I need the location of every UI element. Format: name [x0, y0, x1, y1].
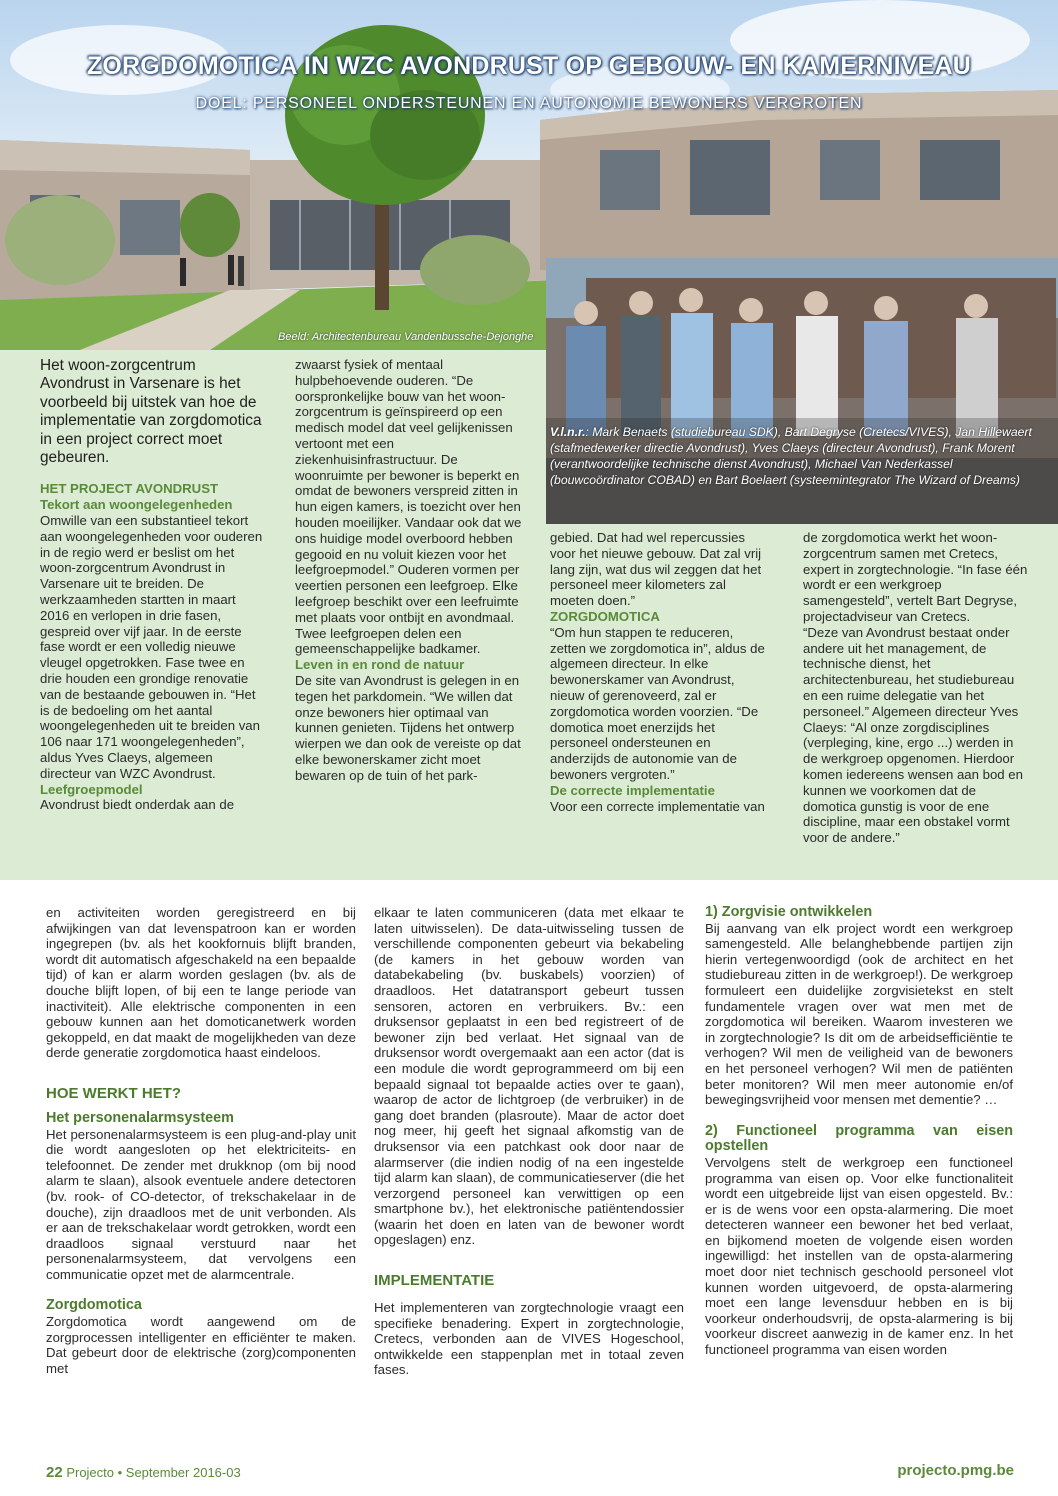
paragraph-zorgdomotica: “Om hun stappen te reduceren, zetten we zorgdomotica in”, aldus de algemeen directeur. In elke bewonerskamer van Avondrust, nieuw of gerenoveerd, zal er zorgdomotica worden voorzien. “De domotica moet enerzijds het personeel ondersteunen en anderzijds de autonomie van de bewoners vergroten.” [550, 624, 765, 782]
photo-caption-lead: V.l.n.r. [550, 425, 586, 439]
page-footer [46, 1464, 241, 1481]
paragraph-functioneel-programma: Vervolgens stelt de werkgroep een functioneel programma van eisen op. Voor elke functionaliteit wordt een uitgebreide lijst van eisen opgesteld. Bv.: er is de wens voor een opsta-alarmering. Die moet detecteren wanneer een bewoner het bed verlaat, en bijkomend moeten de volgende eisen worden ingewilligd: het instellen van de opsta-alarmering moet door niet technisch geschoold personeel vlot kunnen worden uitgevoerd, de opsta-alarmering moet een lange levensduur hebben en is bij voorkeur onderhoudsvrij, de opsta-alarmering is bij voorkeur discreet aanwezig in de kamer enz. In het functioneel programma van eisen worden [705, 1154, 1013, 1358]
subheading-functioneel-programma: 2) Functioneel programma van eisen opstellen [705, 1122, 1013, 1155]
heading-hoe-werkt-het: HOE WERKT HET? [46, 1084, 181, 1102]
publication-info: Projecto • September 2016-03 [66, 1465, 241, 1480]
subheading-natuur: Leven in en rond de natuur [295, 657, 465, 673]
subheading-personenalarmsysteem: Het personenalarmsysteem [46, 1109, 234, 1126]
lead-paragraph: Het woon-zorgcentrum Avondrust in Varsenare is het voorbeeld bij uitstek van hoe de implementatie van zorgdomotica in een project correct moet gebeuren. [40, 357, 262, 467]
paragraph-implementatie: Het implementeren van zorgtechnologie vraagt een specifieke benadering. Expert in zorgtechnologie, Cretecs, verbonden aan de VIVES Hogeschool, ontwikkelde een stappenplan met in totaal zeven fases. [374, 1300, 684, 1378]
paragraph-data-uitwisseling: elkaar te laten communiceren (data met elkaar te laten uitwisselen). De data-uitwisseling tussen de verschillende componenten gebeurt via bekabeling (de kamers in het gebouw worden van databekabeling (bv. buskabels) voorzien) of draadloos. Het datatransport gebeurt tussen sensoren, actoren en verbruikers. Bv.: een druksensor geplaatst in een bed registreert of de bewoner zijn bed verlaat. Het signaal van de druksensor wordt overgemaakt aan een actor (dat is een module die wordt geprogrammeerd om bij een bepaald signaal tot bepaalde acties over te gaan), waarop de actor de lichtgroep (de verbruiker) in de gang doet branden (plasroute). Maar de actor doet nog meer, hij geeft het signaal afkomstig van de druksensor via een patchkast ook door naar de alarmserver (die indien nodig of na een ingestelde tijd alarm kan slaan), de communicatieserver (die het verzorgend personeel kan verwittigen op een smartphone bv.), het elektronische patiëntendossier (waarin het doen en laten van de bewoner wordt opgeslagen) enz. [374, 905, 684, 1248]
heading-zorgdomotica: ZORGDOMOTICA [550, 608, 660, 624]
article-title: ZORGDOMOTICA IN WZC AVONDRUST OP GEBOUW- EN KAMERNIVEAU [86, 52, 972, 80]
paragraph-werkgroep: “Deze van Avondrust bestaat onder andere uit het management, de technische dienst, het architectenbureau, het studiebureau en een ruime delegatie van het personeel.” Algemeen directeur Yves Claeys: “Al onze zorgdisciplines (verpleging, kine, ergo ...) werden in de werkgroep opgenomen. Hierdoor komen iedereens wensen aan bod en kunnen we voorkomen dat de domotica gunstig is voor de ene discipline, maar een obstakel vormt voor de andere.” [803, 624, 1023, 846]
paragraph-zorgdomotica-lower: Zorgdomotica wordt aangewend om de zorgprocessen intelligenter en efficiënter te maken. Dat gebeurt door de elektrische (zorg)componenten met [46, 1314, 356, 1376]
paragraph-natuur: De site van Avondrust is gelegen in en tegen het parkdomein. “We willen dat onze bewoners hier optimaal van kunnen genieten. Tijdens het ontwerp wierpen we dan ook de vereiste op dat elke bewonerskamer zicht moet bewaren op de tuin of het park- [295, 672, 521, 783]
image-credit: Beeld: Architectenbureau Vandenbussche-Dejonghe [278, 331, 534, 343]
body-column-3 [705, 905, 1013, 1358]
paragraph-personenalarmsysteem: Het personenalarmsysteem is een plug-and-play unit die wordt aangesloten op het elektriciteits- en telefoonnet. De zender met drukknop (om bij nood alarm te slaan), alsook eventuele andere detectoren (bv. rook- of CO-detector, of trekschakelaar in de douche), zijn draadloos met de unit verbonden. Als er aan de trekschakelaar wordt getrokken, wordt een draadloos signaal verstuurd naar het personenalarmsysteem, dat vervolgens een communicatie opzet met de alarmcentrale. [46, 1126, 356, 1282]
website-link[interactable]: projecto.pmg.be [897, 1462, 1014, 1479]
paragraph-cretecs: de zorgdomotica werkt het woon-zorgcentrum samen met Cretecs, expert in zorgtechnologie. “In fase één wordt er een werkgroep samengesteld”, vertelt Bart Degryse, projectadviseur van Cretecs. [803, 530, 1028, 624]
paragraph-activiteiten: en activiteiten worden geregistreerd en bij afwijkingen van dat levenspatroon kan er worden ingegrepen (bv. als het kookfornuis blijft branden, wordt dit automatisch afgeschakeld na een bepaalde tijd) of kan er alarm worden geslagen (bv. als de douche blijft lopen, of bij een te lange periode van inactiviteit). Alle elektrische componenten in een gebouw kunnen aan het domoticanetwerk worden gekoppeld, en dat maakt de mogelijkheden van deze derde generatie zorgdomotica haast eindeloos. [46, 905, 356, 1061]
paragraph-zorgvisie: Bij aanvang van elk project wordt een werkgroep samengesteld. Alle belanghebbende partijen zijn hierin vertegenwoordigd (ook de architect en het studiebureau zitten in de werkgroep!). De werkgroep formuleert een duidelijke zorgvisietekst en stelt fundamentele vragen over wat men met de zorgdomotica wil bereiken. Waarom investeren we in zorgtechnologie? Is dit om de arbeidsefficiëntie te verhogen? Wil men de veiligheid van de bewoners en het personeel verhogen? Wil men de patiënten beter monitoren? Wil men meer autonomie en/of bewegingsvrijheid voor mensen met dementie? … [705, 920, 1013, 1108]
article-subtitle: DOEL: PERSONEEL ONDERSTEUNEN EN AUTONOMIE BEWONERS VERGROTEN [195, 95, 863, 112]
subheading-correcte-implementatie: De correcte implementatie [550, 782, 715, 798]
paragraph-tekort: Omwille van een substantieel tekort aan woongelegenheden voor ouderen in de regio werd er beslist om het woon-zorgcentrum Avondrust in Varsenare uit te breiden. De werkzaamheden startten in maart 2016 en verlopen in drie fasen, gespreid over vijf jaar. In de eerste fase wordt er een volledig nieuwe vleugel opgetrokken. Fase twee en drie houden een grondige renovatie van de bestaande gebouwen in. “Het is de bedoeling om het aantal woongelegenheden uit te breiden van 106 naar 171 woongelegenheden”, aldus Yves Claeys, algemeen directeur van WZC Avondrust. [40, 513, 263, 781]
page-number: 22 [46, 1464, 63, 1481]
paragraph-correcte-implementatie: Voor een correcte implementatie van [550, 798, 765, 814]
paragraph-gebied: gebied. Dat had wel repercussies voor het nieuwe gebouw. Dat zal vrij lang zijn, wat dus wil zeggen dat het personeel meer kilometers zal moeten doen.” [550, 530, 762, 609]
intro-column-3 [550, 530, 772, 814]
subheading-zorgvisie: 1) Zorgvisie ontwikkelen [705, 904, 873, 920]
paragraph-leefgroep: Avondrust biedt onderdak aan de [40, 797, 235, 813]
subheading-tekort: Tekort aan woongelegenheden [40, 497, 233, 513]
photo-caption [550, 424, 1050, 488]
paragraph-leefgroep-cont: zwaarst fysiek of mentaal hulpbehoevende ouderen. “De oorspronkelijke bouw van het woon-zorgcentrum is geïnspireerd op een medisch model dat veel gelijkenissen vertoont met een ziekenhuisinfrastructuur. De woonruimte per bewoner is beperkt en omdat de bewoners verspreid zitten in hun eigen kamers, is toezicht over hen houden moeilijker. Vandaar ook dat we ons huidige model overboord hebben gegooid en nu voluit kiezen voor het leefgroepmodel.” Ouderen vormen per veertien personen een leefgroep. Elke leefgroep beschikt over een leefruimte met plaats voor ontbijt en avondmaal. Twee leefgroepen delen een gemeenschappelijke badkamer. [295, 357, 522, 657]
photo-caption-text: : Mark Benaets (studiebureau SDK), Bart Degryse (Cretecs/VIVES), Jan Hillewaert (stafmedewerker directie Avondrust), Yves Claeys (directeur Avondrust), Frank Morent (verantwoordelijke technische dienst Avondrust), Michael Van Nederkassel (bouwcoördinator COBAD) en Bart Boelaert (systeemintegrator The Wizard of Dreams) [550, 425, 1032, 487]
body-column-1 [46, 905, 356, 1376]
subheading-zorgdomotica: Zorgdomotica [46, 1297, 142, 1314]
body-column-2 [374, 905, 684, 1378]
heading-project: HET PROJECT AVONDRUST [40, 481, 219, 497]
intro-column-2 [295, 357, 523, 784]
heading-implementatie: IMPLEMENTATIE [374, 1272, 495, 1290]
intro-column-1 [40, 357, 265, 813]
subheading-leefgroep: Leefgroepmodel [40, 781, 143, 797]
intro-column-4 [803, 530, 1031, 846]
